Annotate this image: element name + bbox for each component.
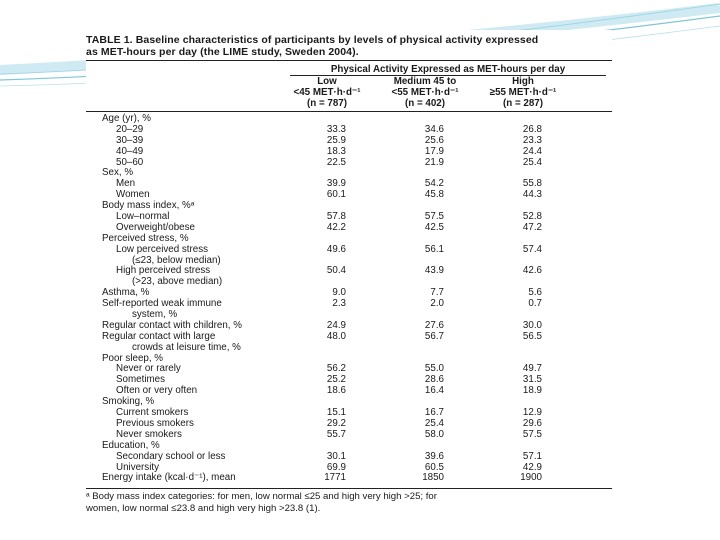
value-low: 39.9	[326, 178, 346, 190]
value-low: 33.3	[326, 123, 346, 135]
value-medium: 27.6	[424, 319, 444, 331]
value-low: 69.9	[326, 461, 346, 473]
value-high: 42.9	[522, 461, 542, 473]
column-header-low	[282, 76, 372, 109]
row-label: Regular contact with children, %	[102, 319, 242, 331]
value-medium: 21.9	[424, 156, 444, 168]
value-high: 56.5	[522, 330, 542, 342]
table-row	[86, 441, 612, 452]
value-high: 24.4	[522, 145, 542, 157]
row-label: crowds at leisure time, %	[132, 341, 241, 353]
column-header-line: <45 MET·h·d⁻¹	[293, 87, 361, 98]
row-label: Never or rarely	[116, 363, 181, 375]
value-high: 12.9	[522, 407, 542, 419]
row-label: Low perceived stress	[116, 243, 209, 255]
column-header-line: (n = 287)	[502, 98, 544, 109]
row-label: Previous smokers	[116, 417, 194, 429]
value-low: 50.4	[326, 265, 346, 277]
value-low: 18.3	[326, 145, 346, 157]
table-footnote	[86, 491, 612, 514]
value-low: 15.1	[326, 407, 346, 419]
value-high: 1900	[520, 472, 542, 484]
row-label: Education, %	[102, 439, 160, 451]
value-medium: 39.6	[424, 450, 444, 462]
table-row	[86, 158, 612, 169]
value-medium: 25.4	[424, 417, 444, 429]
value-low: 30.1	[326, 450, 346, 462]
value-low: 9.0	[332, 287, 346, 299]
value-low: 25.2	[326, 374, 346, 386]
value-low: 57.8	[326, 211, 346, 223]
value-medium: 25.6	[424, 134, 444, 146]
row-label: Current smokers	[116, 407, 189, 419]
value-high: 55.8	[522, 178, 542, 190]
value-low: 55.7	[326, 428, 346, 440]
column-header-high	[478, 76, 568, 109]
row-label: Women	[116, 189, 150, 201]
table-row	[86, 452, 612, 463]
value-medium: 57.5	[424, 211, 444, 223]
value-low: 60.1	[326, 189, 346, 201]
row-label: Smoking, %	[102, 396, 155, 408]
row-label: (≤23, below median)	[132, 254, 221, 266]
value-high: 42.6	[522, 265, 542, 277]
value-medium: 54.2	[424, 178, 444, 190]
row-label: Age (yr), %	[102, 113, 151, 124]
row-label: High perceived stress	[116, 265, 211, 277]
value-low: 22.5	[326, 156, 346, 168]
value-high: 30.0	[522, 319, 542, 331]
value-high: 57.5	[522, 428, 542, 440]
table-row	[86, 245, 612, 256]
value-high: 29.6	[522, 417, 542, 429]
value-medium: 56.1	[424, 243, 444, 255]
value-medium: 16.7	[424, 407, 444, 419]
value-medium: 45.8	[424, 189, 444, 201]
row-label: University	[116, 461, 160, 473]
value-high: 5.6	[528, 287, 542, 299]
table-title	[86, 34, 612, 58]
footnote-line: women, low normal ≤23.8 and high very high >23.8 (1).	[86, 502, 321, 514]
row-label: (>23, above median)	[132, 276, 223, 288]
column-header-line: (n = 787)	[306, 98, 348, 109]
value-low: 25.9	[326, 134, 346, 146]
value-high: 23.3	[522, 134, 542, 146]
row-label: 50–60	[116, 156, 144, 168]
row-label: Energy intake (kcal·d⁻¹), mean	[102, 472, 236, 484]
row-label: Low–normal	[116, 211, 170, 223]
value-medium: 55.0	[424, 363, 444, 375]
table-title-line: as MET-hours per day (the LIME study, Sweden 2004).	[86, 46, 359, 58]
value-high: 44.3	[522, 189, 542, 201]
value-low: 48.0	[326, 330, 346, 342]
row-label: Perceived stress, %	[102, 232, 189, 244]
group-header: Physical Activity Expressed as MET-hours per day	[330, 64, 566, 75]
value-low: 1771	[324, 472, 346, 484]
value-medium: 1850	[422, 472, 444, 484]
value-low: 49.6	[326, 243, 346, 255]
row-label: 20–29	[116, 123, 144, 135]
row-label: Often or very often	[116, 385, 198, 397]
value-low: 24.9	[326, 319, 346, 331]
header-bottom-rule	[86, 111, 612, 112]
value-high: 26.8	[522, 123, 542, 135]
value-medium: 43.9	[424, 265, 444, 277]
value-low: 56.2	[326, 363, 346, 375]
footnote-line: ᵃ Body mass index categories: for men, low normal ≤25 and high very high >25; for	[86, 491, 437, 502]
table-row	[86, 386, 612, 397]
row-label: Overweight/obese	[116, 221, 195, 233]
column-header-line: Medium 45 to	[393, 76, 457, 87]
value-low: 42.2	[326, 221, 346, 233]
column-header-line: ≥55 MET·h·d⁻¹	[489, 87, 557, 98]
value-medium: 28.6	[424, 374, 444, 386]
table-row	[86, 473, 612, 484]
row-label: Regular contact with large	[102, 330, 216, 342]
row-label: Sometimes	[116, 374, 165, 386]
column-header-line: (n = 402)	[404, 98, 446, 109]
value-high: 47.2	[522, 221, 542, 233]
value-high: 18.9	[522, 385, 542, 397]
table-row	[86, 343, 612, 354]
column-header-line: <55 MET·h·d⁻¹	[391, 87, 459, 98]
row-label: 40–49	[116, 145, 144, 157]
value-low: 2.3	[332, 298, 346, 310]
value-high: 25.4	[522, 156, 542, 168]
table-image	[86, 30, 612, 515]
row-label: system, %	[132, 309, 178, 321]
value-medium: 58.0	[424, 428, 444, 440]
value-medium: 7.7	[430, 287, 444, 299]
value-high: 57.4	[522, 243, 542, 255]
value-high: 52.8	[522, 211, 542, 223]
value-high: 0.7	[528, 298, 542, 310]
row-label: Asthma, %	[102, 287, 150, 299]
bottom-rule	[86, 488, 612, 489]
value-medium: 60.5	[424, 461, 444, 473]
value-low: 29.2	[326, 417, 346, 429]
value-medium: 2.0	[430, 298, 444, 310]
column-header-line: High	[512, 76, 534, 87]
row-label: Self-reported weak immune	[102, 298, 222, 310]
row-label: Men	[116, 178, 136, 190]
row-label: Secondary school or less	[116, 450, 226, 462]
table-title-line: TABLE 1. Baseline characteristics of participants by levels of physical activity expressed	[86, 34, 539, 46]
value-medium: 17.9	[424, 145, 444, 157]
value-low: 18.6	[326, 385, 346, 397]
row-label: Body mass index, %ᵃ	[102, 200, 195, 212]
value-medium: 34.6	[424, 123, 444, 135]
row-label: 30–39	[116, 134, 144, 146]
value-high: 49.7	[522, 363, 542, 375]
value-high: 31.5	[522, 374, 542, 386]
value-high: 57.1	[522, 450, 542, 462]
row-label: Never smokers	[116, 428, 182, 440]
row-label: Poor sleep, %	[102, 352, 163, 364]
table-row	[86, 147, 612, 158]
top-rule	[86, 60, 612, 61]
table-row	[86, 430, 612, 441]
row-label: Sex, %	[102, 167, 134, 179]
table-body	[86, 114, 612, 484]
value-medium: 16.4	[424, 385, 444, 397]
value-medium: 56.7	[424, 330, 444, 342]
column-header-medium	[380, 76, 470, 109]
value-medium: 42.5	[424, 221, 444, 233]
column-header-line: Low	[317, 76, 337, 87]
